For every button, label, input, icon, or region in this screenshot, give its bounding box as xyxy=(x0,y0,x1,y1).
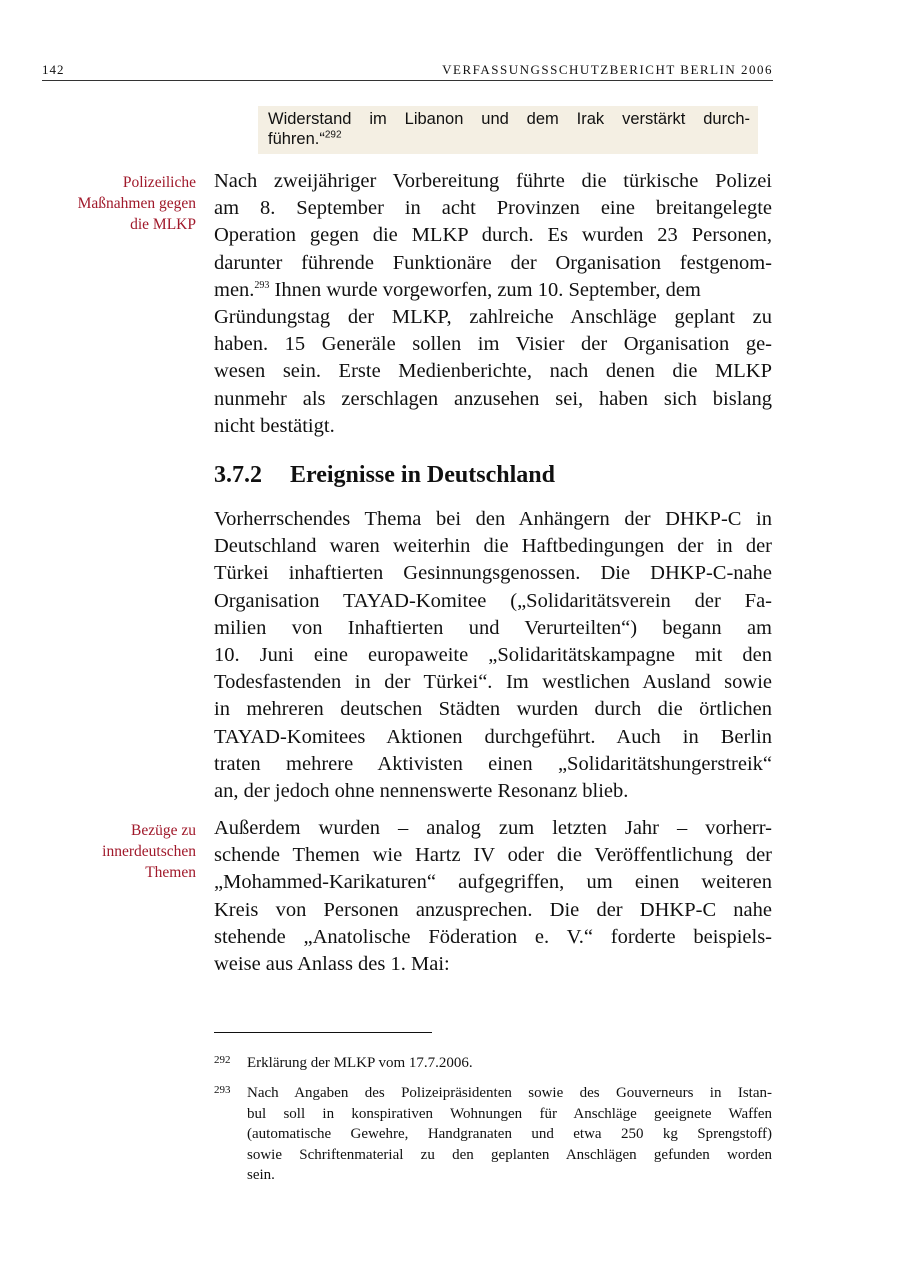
paragraph-mlkp-operation: Nach zweijähriger Vorbereitung führte die türkische Polizei am 8. September in acht Provinzen eine breitangelegte Operation gegen die MLKP durch. Es wurden 23 Personen, darunter führende Funktionäre der Organisation festgenom- men.$^{293}$ Ihnen wurde vorgeworfen, zum 10. September, dem Gründungstag der MLKP, zahlreiche Anschläge geplant zu haben. 15 Generäle sollen im Visier der Organisation ge- wesen sein. Erste Medienberichte, nach denen die MLKP nunmehr als zerschlagen anzusehen sei, haben sich bislang nicht bestätigt. xyxy=(214,170,772,437)
page-header xyxy=(42,62,773,81)
footnote-ref-292[interactable]: 292 xyxy=(324,129,342,141)
paragraph-dhkpc-germany: Vorherrschendes Thema bei den Anhängern der DHKP-C in Deutschland waren weiterhin die Haftbedingungen der in der Türkei inhaftierten Gesinnungsgenossen. Die DHKP-C-nahe Organisation TAYAD-Komitee („Solidaritätsverein der Fa- milien von Inhaftierten und Verurteilten“) begann am 10. Juni eine europaweite „Solidaritätskampagne mit den Todesfastenden in der Türkei“. Im westlichen Ausland sowie in mehreren deutschen Städten wurden durch die örtlichen TAYAD-Komitees Aktionen durchgeführt. Auch in Berlin traten mehrere Aktivisten einen „Solidaritätshungerstreik“ an, der jedoch ohne nennenswerte Resonanz blieb. xyxy=(214,508,772,802)
paragraph-domestic-topics: Außerdem wurden – analog zum letzten Jahr – vorherr- schende Themen wie Hartz IV oder die Veröffentlichung der „Mohammed-Karikaturen“ aufgegriffen, um einen weiteren Kreis von Personen anzusprechen. Die der DHKP-C nahe stehende „Anatolische Föderation e. V.“ forderte beispiels- weise aus Anlass des 1. Mai: xyxy=(214,817,772,975)
section-heading xyxy=(214,462,555,489)
footnote-292: 292 Erklärung der MLKP vom 17.7.2006. xyxy=(214,1053,772,1074)
footnote-293: 293 Nach Angaben des Polizeipräsidenten sowie des Gouverneurs in Istan- bul soll in konspirativen Wohnungen für Anschläge geeignete Waffen (automatische Gewehre, Handgranaten und etwa 250 kg Sprengstoff) sowie Schriftenmaterial zu den geplanten Anschlägen gefunden worden sein. xyxy=(214,1083,772,1186)
section-number: 3.7.2 xyxy=(214,462,262,488)
quote-line: Widerstand im Libanon und dem Irak verstärkt durch- xyxy=(268,110,750,128)
section-title: Ereignisse in Deutschland xyxy=(290,462,555,488)
footnote-divider xyxy=(214,1032,432,1033)
running-title: VERFASSUNGSSCHUTZBERICHT BERLIN 2006 xyxy=(442,62,773,77)
quote-box xyxy=(258,106,758,154)
margin-note-police-measures: Polizeiliche Maßnahmen gegen die MLKP xyxy=(77,174,196,233)
footnote-number: 292 xyxy=(214,1054,231,1066)
margin-note-domestic-topics: Bezüge zu innerdeutschen Themen xyxy=(102,822,196,881)
footnote-number: 293 xyxy=(214,1084,231,1096)
quote-line: führen.“$^{292}$ xyxy=(268,129,342,148)
footnote-ref-293[interactable]: 293 xyxy=(254,279,270,291)
page-number: 142 xyxy=(42,62,65,77)
